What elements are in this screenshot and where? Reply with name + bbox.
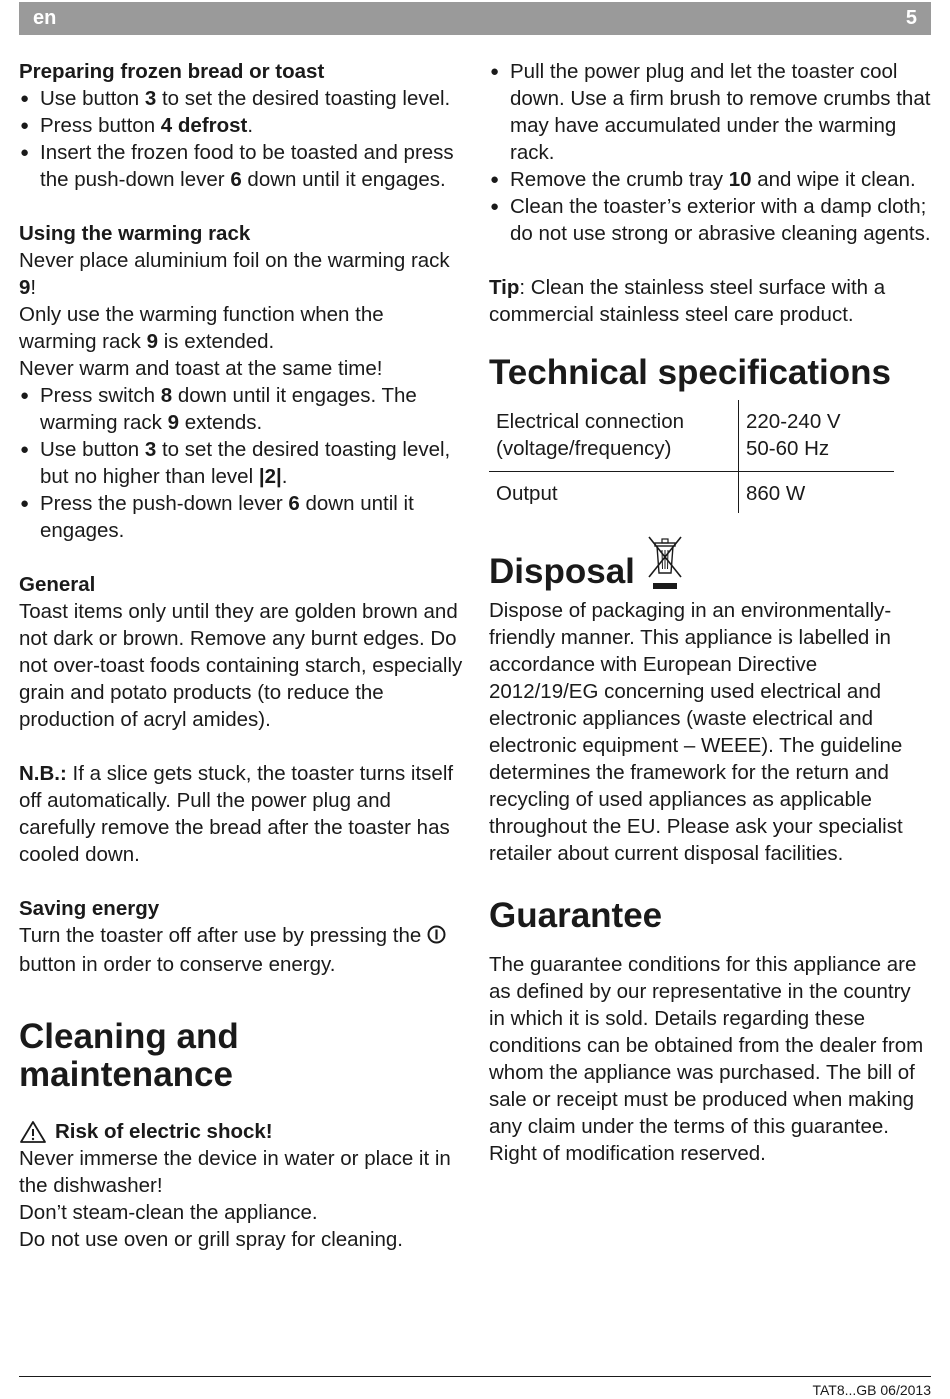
header-bar [19, 2, 931, 35]
tip-label: Tip [489, 276, 520, 299]
guarantee-text: The guarantee conditions for this appliance are as defined by our representative in the country in which it is sold. Details regarding these conditions can be obtained from the dealer from whom the appliance was purchased. The bill of sale or receipt must be produced when making any claim under the terms of this guarantee. [489, 953, 924, 1138]
nb-paragraph: N.B.: If a slice gets stuck, the toaster turns itself off automatically. Pull the power plug and carefully remove the bread after the toaster has cooled down. [19, 762, 454, 866]
list-item: ● Insert the frozen food to be toasted and press the push-down lever 6 down until it engages. [19, 139, 464, 193]
spec-value: 220-240 V 50-60 Hz [739, 400, 895, 472]
frozen-heading: Preparing frozen bread or toast [19, 60, 325, 83]
list-item: ● Remove the crumb tray 10 and wipe it clean. [489, 166, 931, 193]
list-item: ● Press the push-down lever 6 down until it engages. [19, 490, 464, 544]
cleaning-title: Cleaning and maintenance [19, 1017, 239, 1094]
list-item: ● Use button 3 to set the desired toasting level. [19, 85, 464, 112]
left-column [19, 58, 464, 1253]
tech-spec-title: Technical specifications [489, 353, 891, 392]
list-item: ● Press switch 8 down until it engages. The warming rack 9 extends. [19, 382, 464, 436]
frozen-steps [19, 85, 464, 193]
list-item: ● Clean the toaster’s exterior with a damp cloth; do not use strong or abrasive cleaning agents. [489, 193, 931, 247]
shock-warning: Risk of electric shock! [19, 1118, 464, 1145]
modification-note: Right of modification reserved. [489, 1142, 766, 1165]
energy-heading: Saving energy [19, 897, 160, 920]
power-icon [427, 924, 446, 951]
warming-steps [19, 382, 464, 544]
page-number: 5 [905, 7, 917, 29]
warming-note-foil: Never place aluminium foil on the warming rack 9! [19, 249, 450, 299]
warming-note-extended: Only use the warming function when the warming rack 9 is extended. [19, 303, 384, 353]
cleaning-steps [489, 58, 931, 247]
general-heading: General [19, 573, 96, 596]
cleaning-line: Do not use oven or grill spray for cleaning. [19, 1228, 404, 1251]
spec-label: Electrical connection (voltage/frequency) [489, 400, 739, 472]
general-text: Toast items only until they are golden brown and not dark or brown. Remove any burnt edges. Do not over-toast foods containing starch, especially grain and potato products (to reduce the production of acryl amides). [19, 600, 463, 731]
disposal-text: Dispose of packaging in an environmentally-friendly manner. This appliance is labelled in accordance with European Directive 2012/19/EG concerning used electrical and electronic appliances (waste electrical and electronic equipment – WEEE). The guideline determines the framework for the return and recycling of used appliances as applicable throughout the EU. Please ask your specialist retailer about current disposal facilities. [489, 599, 903, 865]
spec-label: Output [496, 482, 558, 505]
warming-note-same-time: Never warm and toast at the same time! [19, 357, 383, 380]
energy-text: Turn the toaster off after use by pressing the button in order to conserve energy. [19, 922, 464, 978]
tip-paragraph: Tip: Clean the stainless steel surface with a commercial stainless steel care product. [489, 276, 886, 326]
cleaning-line: Never immerse the device in water or place it in the dishwasher! [19, 1147, 451, 1197]
spec-table [489, 400, 894, 513]
warming-heading: Using the warming rack [19, 222, 251, 245]
list-item: ● Press button 4 defrost. [19, 112, 464, 139]
table-row [489, 472, 894, 514]
guarantee-title: Guarantee [489, 896, 663, 935]
nb-label: N.B.: [19, 762, 67, 785]
disposal-title: Disposal [489, 533, 931, 591]
right-column [489, 58, 931, 1167]
warning-icon [19, 1120, 47, 1144]
table-row [489, 400, 894, 472]
footer-rule [19, 1376, 931, 1377]
list-item: ● Pull the power plug and let the toaster cool down. Use a firm brush to remove crumbs that may have accumulated under the warming rack. [489, 58, 931, 166]
spec-value: 860 W [739, 472, 895, 514]
cleaning-line: Don’t steam-clean the appliance. [19, 1201, 318, 1224]
list-item: ● Use button 3 to set the desired toasting level, but no higher than level |2|. [19, 436, 464, 490]
language-code: en [33, 7, 57, 29]
crossed-bin-icon [645, 533, 685, 591]
footer-doc-code: TAT8...GB 06/2013 [812, 1382, 931, 1398]
